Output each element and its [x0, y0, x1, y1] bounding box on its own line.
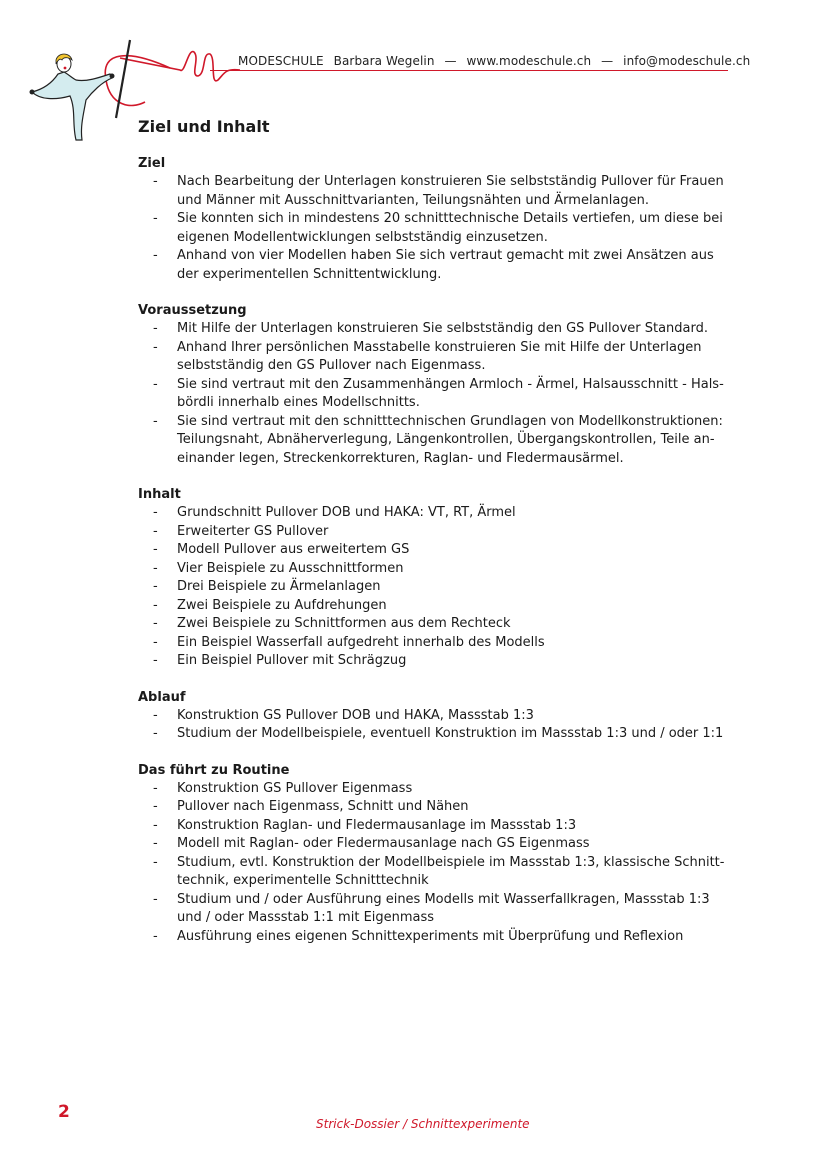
school-name: MODESCHULE: [238, 54, 324, 68]
bullet-dash: -: [153, 726, 158, 741]
list-item: [138, 541, 738, 560]
list-item-text: Modell Pullover aus erweitertem GS: [177, 542, 410, 557]
bullet-dash: -: [153, 211, 158, 226]
page-title: Ziel und Inhalt: [138, 117, 270, 136]
bullet-dash: -: [153, 653, 158, 668]
list-item: [138, 597, 738, 616]
list-item-text: Modell mit Raglan- oder Fledermausanlage nach GS Eigenmass: [177, 836, 590, 851]
section-heading: Ablauf: [138, 689, 186, 705]
list-item-text: Zwei Beispiele zu Aufdrehungen: [177, 597, 387, 613]
list-item: [138, 780, 738, 799]
bullet-list: [138, 504, 738, 671]
list-item-text: Anhand Ihrer persönlichen Masstabelle konstruieren Sie mit Hilfe der Unterlagen selbstständig den GS Pullover nach Eigenmass.: [177, 339, 702, 373]
list-item-text: Mit Hilfe der Unterlagen konstruieren Sie selbstständig den GS Pullover Standard.: [177, 321, 709, 336]
bullet-list: [138, 780, 738, 947]
bullet-dash: -: [153, 799, 158, 814]
section-das-führt-zu-routine: [138, 762, 738, 947]
list-item-text: Ein Beispiel Pullover mit Schrägzug: [177, 653, 407, 668]
list-item-text: Grundschnitt Pullover DOB und HAKA: VT, RT, Ärmel: [177, 505, 516, 520]
list-item: [138, 578, 738, 597]
list-item: [138, 173, 738, 210]
list-item-text: Ausführung eines eigenen Schnittexperiments mit Überprüfung und Reflexion: [177, 928, 684, 944]
list-item-text: Sie konnten sich in mindestens 20 schnitttechnische Details vertiefen, um diese bei eigenen Modellentwicklungen selbstständig einzusetzen.: [177, 211, 723, 245]
list-item: [138, 210, 738, 247]
bullet-list: [138, 173, 738, 284]
list-item-text: Ein Beispiel Wasserfall aufgedreht innerhalb des Modells: [177, 634, 545, 650]
bullet-dash: -: [153, 780, 158, 796]
list-item-text: Konstruktion Raglan- und Fledermausanlage im Massstab 1:3: [177, 817, 577, 833]
list-item-text: Studium und / oder Ausführung eines Modells mit Wasserfallkragen, Massstab 1:3 und / oder Massstab 1:1 mit Eigenmass: [177, 891, 710, 925]
bullet-dash: -: [153, 339, 158, 355]
list-item-text: Nach Bearbeitung der Unterlagen konstruieren Sie selbstständig Pullover für Frauen und Männer mit Ausschnittvarianten, Teilungsnähten und Ärmelanlagen.: [177, 174, 724, 208]
main-content: [138, 117, 738, 964]
bullet-dash: -: [153, 597, 158, 613]
bullet-dash: -: [153, 854, 158, 870]
list-item: [138, 854, 738, 891]
bullet-list: [138, 320, 738, 468]
bullet-dash: -: [153, 634, 158, 650]
bullet-dash: -: [153, 376, 158, 392]
list-item-text: Konstruktion GS Pullover DOB und HAKA, Massstab 1:3: [177, 707, 534, 723]
list-item: [138, 725, 738, 744]
bullet-dash: -: [153, 413, 158, 429]
list-item-text: Konstruktion GS Pullover Eigenmass: [177, 780, 413, 796]
email-link[interactable]: info@modeschule.ch: [623, 54, 751, 68]
bullet-dash: -: [153, 560, 158, 576]
footer-title: Strick-Dossier / Schnittexperimente: [316, 1117, 530, 1131]
list-item-text: Vier Beispiele zu Ausschnittformen: [177, 560, 404, 576]
list-item: [138, 707, 738, 726]
list-item-text: Studium der Modellbeispiele, eventuell Konstruktion im Massstab 1:3 und / oder 1:1: [177, 726, 724, 741]
list-item: [138, 504, 738, 523]
list-item: [138, 634, 738, 653]
bullet-dash: -: [153, 891, 158, 907]
list-item-text: Sie sind vertraut mit den schnitttechnischen Grundlagen von Modellkonstruktionen: Teilungsnaht, Abnäherverlegung, Längenkontrollen, Übergangskontrollen, Teile aneinander legen, Streckenkorrekturen, Raglan- und Fledermausärmel.: [177, 413, 723, 466]
page-number: 2: [58, 1102, 70, 1122]
bullet-dash: -: [153, 321, 158, 336]
bullet-dash: -: [153, 928, 158, 944]
separator: —: [601, 54, 614, 68]
list-item-text: Drei Beispiele zu Ärmelanlagen: [177, 579, 381, 594]
list-item: [138, 247, 738, 284]
bullet-dash: -: [153, 579, 158, 594]
section-heading: Inhalt: [138, 487, 181, 502]
list-item: [138, 413, 738, 469]
website-link[interactable]: www.modeschule.ch: [466, 54, 592, 68]
bullet-dash: -: [153, 542, 158, 557]
separator: —: [444, 54, 457, 68]
list-item: [138, 835, 738, 854]
section-heading: Ziel: [138, 156, 166, 171]
bullet-dash: -: [153, 616, 158, 631]
list-item: [138, 560, 738, 579]
header-contact: [238, 54, 750, 68]
bullet-dash: -: [153, 248, 158, 263]
list-item: [138, 339, 738, 376]
bullet-dash: -: [153, 505, 158, 520]
list-item-text: Anhand von vier Modellen haben Sie sich vertraut gemacht mit zwei Ansätzen aus der experimentellen Schnittentwicklung.: [177, 248, 714, 282]
list-item: [138, 615, 738, 634]
bullet-dash: -: [153, 174, 158, 189]
header-divider: [210, 70, 728, 71]
list-item-text: Pullover nach Eigenmass, Schnitt und Nähen: [177, 799, 469, 814]
list-item-text: Studium, evtl. Konstruktion der Modellbeispiele im Massstab 1:3, klassische Schnitttechnik, experimentelle Schnitttechnik: [177, 854, 725, 888]
list-item-text: Erweiterter GS Pullover: [177, 523, 329, 539]
bullet-dash: -: [153, 707, 158, 723]
bullet-dash: -: [153, 817, 158, 833]
list-item-text: Zwei Beispiele zu Schnittformen aus dem Rechteck: [177, 616, 511, 631]
list-item: [138, 798, 738, 817]
section-inhalt: [138, 486, 738, 671]
list-item: [138, 817, 738, 836]
list-item: [138, 523, 738, 542]
bullet-list: [138, 707, 738, 744]
sections: [138, 155, 738, 946]
section-ziel: [138, 155, 738, 284]
section-heading: Das führt zu Routine: [138, 762, 290, 778]
list-item: [138, 928, 738, 947]
list-item: [138, 652, 738, 671]
list-item-text: Sie sind vertraut mit den Zusammenhängen Armloch - Ärmel, Halsausschnitt - Halsbördli innerhalb eines Modellschnitts.: [177, 376, 724, 410]
bullet-dash: -: [153, 523, 158, 539]
teacher-name: Barbara Wegelin: [333, 54, 435, 68]
section-heading: Voraussetzung: [138, 303, 247, 318]
list-item: [138, 320, 738, 339]
list-item: [138, 891, 738, 928]
section-voraussetzung: [138, 302, 738, 468]
section-ablauf: [138, 689, 738, 744]
list-item: [138, 376, 738, 413]
bullet-dash: -: [153, 836, 158, 851]
